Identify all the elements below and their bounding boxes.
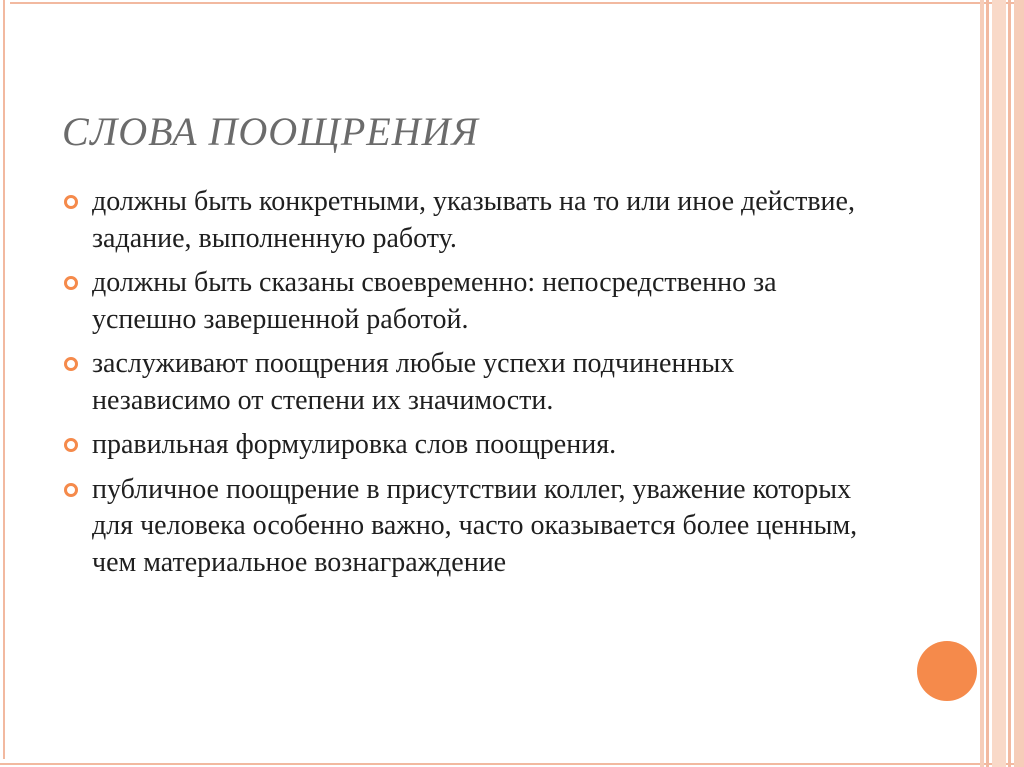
bullet-item [62,346,862,419]
bullet-item [62,427,862,464]
bullet-text: публичное поощрение в присутствии коллег, уважение которых для человека особенно важно, часто оказывается более ценным, чем материальное вознаграждение [92,473,858,578]
ring-bullet-icon [64,483,78,497]
slide-title: СЛОВА ПООЩРЕНИЯ [62,109,479,154]
decorative-stripes [980,0,1024,767]
stripe [980,0,984,767]
stripe [986,0,989,767]
bullet-text: должны быть конкретными, указывать на то или иное действие, задание, выполненную работу. [92,186,855,254]
bullet-item [62,184,862,257]
frame-left-line [0,0,10,767]
orange-circle-icon [917,641,977,701]
bullet-text: должны быть сказаны своевременно: непосредственно за успешно завершенной работой. [92,267,777,335]
ring-bullet-icon [64,438,78,452]
stripe [1014,0,1024,767]
bullet-list [62,184,862,589]
bullet-text: заслуживают поощрения любые успехи подчиненных независимо от степени их значимости. [92,348,735,416]
ring-bullet-icon [64,276,78,290]
frame-top-line [0,0,1024,8]
bullet-item [62,265,862,338]
ring-bullet-icon [64,357,78,371]
ring-bullet-icon [64,195,78,209]
stripe [992,0,1006,767]
bullet-item [62,472,862,582]
bullet-text: правильная формулировка слов поощрения. [92,429,617,460]
frame-bottom-line [0,759,1024,767]
stripe [1008,0,1011,767]
